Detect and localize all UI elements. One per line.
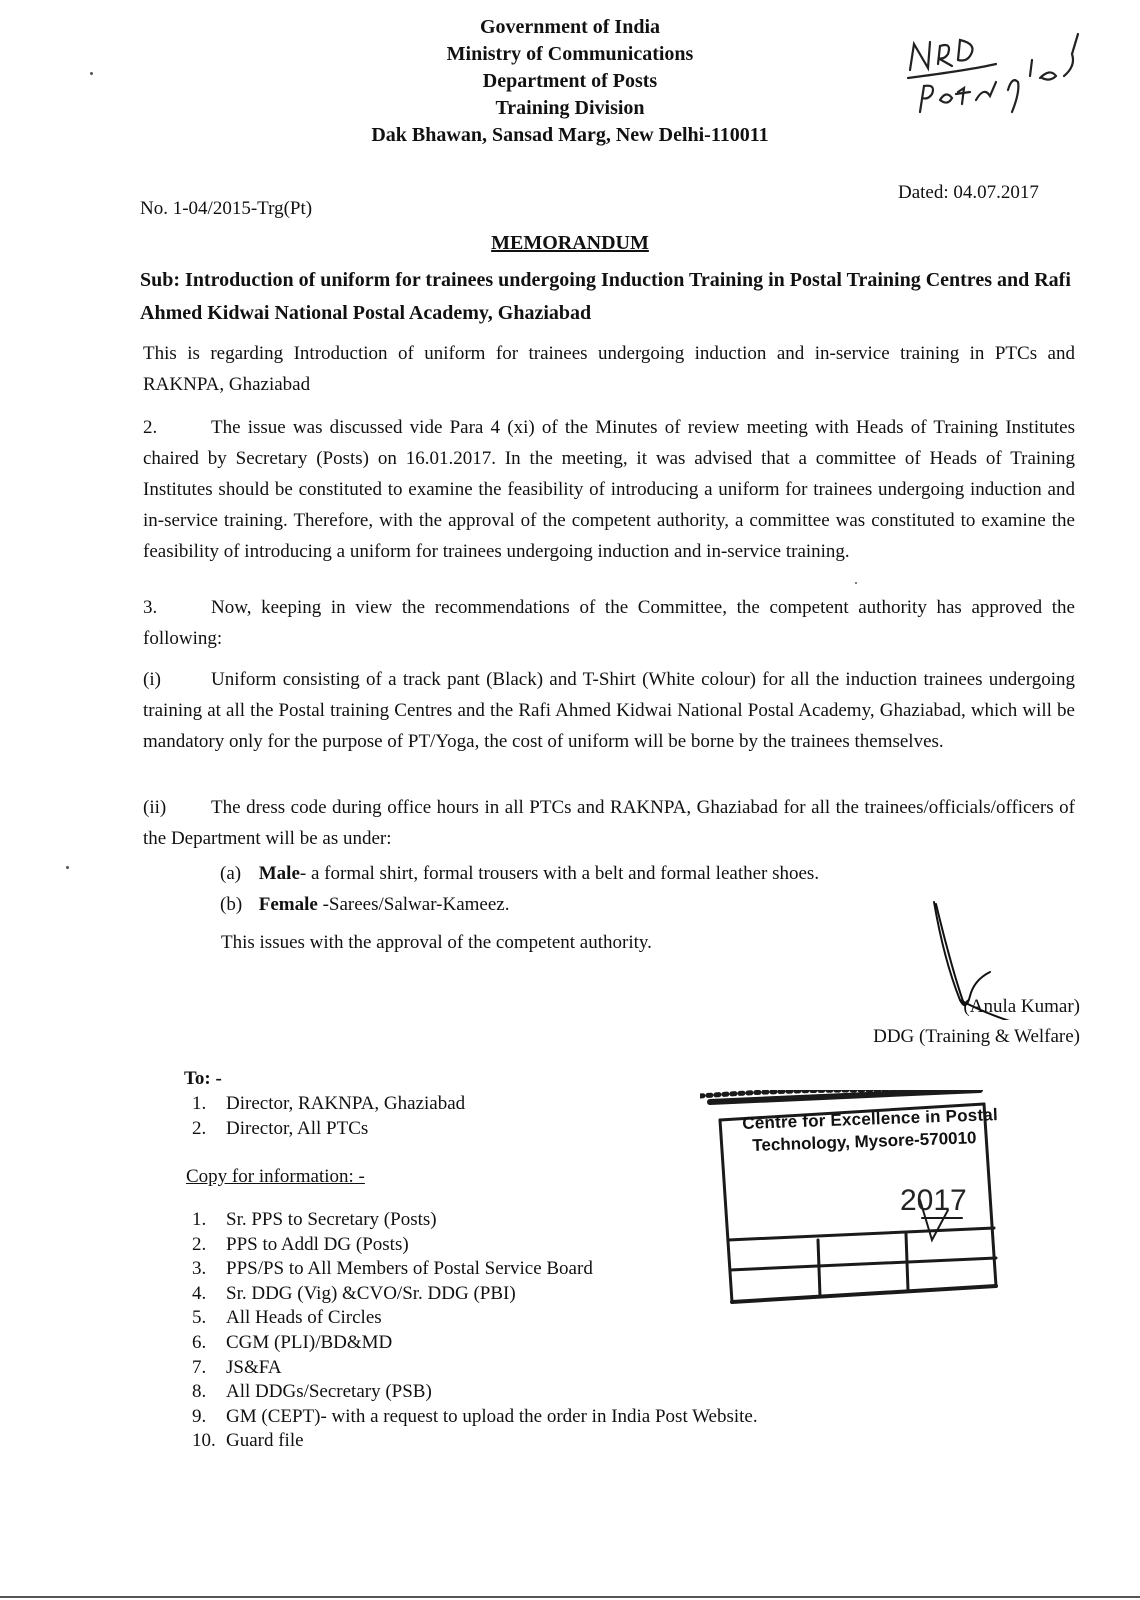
item-text: Uniform consisting of a track pant (Black) and T-Shirt (White colour) for all the induction trainees undergoing training at all the Postal training Centres and the Rafi Ahmed Kidwai National Postal Academy, Ghaziabad, which will be mandatory only for the purpose of PT/Yoga, the cost of uniform will be borne by the trainees themselves. xyxy=(143,669,1075,752)
letterhead-line-1: Government of India xyxy=(480,16,660,38)
dress-code-text: -Sarees/Salwar-Kameez. xyxy=(317,894,510,915)
handwritten-note-icon xyxy=(900,20,1090,130)
dress-code-gender: Female xyxy=(258,894,318,915)
dress-code-label: (b) xyxy=(220,894,243,915)
signatory-designation: DDG (Training & Welfare) xyxy=(873,1026,1080,1047)
list-item: 1. Director, RAKNPA, Ghaziabad xyxy=(192,1093,466,1114)
paragraph-text: Now, keeping in view the recommendations of the Committee, the competent authority has approved the following: xyxy=(143,597,1075,649)
memo-title: MEMORANDUM xyxy=(491,232,649,254)
list-item: 2. PPS to Addl DG (Posts) xyxy=(192,1233,409,1255)
list-item: 4. Sr. DDG (Vig) &CVO/Sr. DDG (PBI) xyxy=(192,1282,516,1304)
list-item: 5. All Heads of Circles xyxy=(192,1307,382,1329)
paragraph-number: 2. xyxy=(143,417,158,438)
subject-line: Sub: Introduction of uniform for trainees undergoing Induction Training in Postal Training Centres and Rafi Ahmed Kidwai National Postal Academy, Ghaziabad xyxy=(140,269,1071,324)
paragraph-3 xyxy=(143,592,1075,654)
approval-line: This issues with the approval of the competent authority. xyxy=(221,932,652,953)
paragraph-number: 3. xyxy=(143,597,158,618)
reference-number: No. 1-04/2015-Trg(Pt) xyxy=(140,198,313,219)
letterhead-line-2: Ministry of Communications xyxy=(446,43,694,65)
item-number: (ii) xyxy=(143,797,167,818)
item-ii xyxy=(143,792,1075,854)
dress-code-female xyxy=(220,889,819,920)
list-item: 3. PPS/PS to All Members of Postal Service Board xyxy=(192,1258,593,1280)
intro-paragraph: This is regarding Introduction of uniform for trainees undergoing induction and in-service training in PTCs and RAKNPA, Ghaziabad xyxy=(143,343,1075,395)
signatory-name: (Anula Kumar) xyxy=(963,996,1080,1017)
item-i xyxy=(143,664,1075,757)
dress-code-label: (a) xyxy=(220,863,242,884)
item-text: The dress code during office hours in all PTCs and RAKNPA, Ghaziabad for all the trainees/officials/officers of the Department will be as under: xyxy=(143,797,1075,849)
scan-speck xyxy=(66,866,69,869)
date-line: Dated: 04.07.2017 xyxy=(898,182,1039,203)
letterhead-line-5: Dak Bhawan, Sansad Marg, New Delhi-110011 xyxy=(371,124,769,146)
list-item: 1. Sr. PPS to Secretary (Posts) xyxy=(192,1209,437,1230)
copy-list xyxy=(192,1208,758,1454)
to-label: To: - xyxy=(184,1068,222,1089)
paragraph-2 xyxy=(143,412,1075,567)
stamp-line-1: Centre for Excellence in Postal xyxy=(742,1105,999,1133)
dress-code-text: - a formal shirt, formal trousers with a belt and formal leather shoes. xyxy=(299,863,820,884)
list-item: 2. Director, All PTCs xyxy=(192,1117,369,1139)
dress-code-list xyxy=(220,858,819,920)
dress-code-gender: Male xyxy=(258,863,300,884)
scan-speck xyxy=(90,72,93,75)
scan-speck xyxy=(855,582,857,584)
list-item: 10. Guard file xyxy=(192,1430,304,1452)
to-list xyxy=(192,1092,465,1141)
list-item: 7. JS&FA xyxy=(192,1356,282,1378)
list-item: 9. GM (CEPT)- with a request to upload the order in India Post Website. xyxy=(192,1405,758,1427)
letterhead-line-3: Department of Posts xyxy=(482,70,658,92)
item-number: (i) xyxy=(143,669,161,690)
list-item: 8. All DDGs/Secretary (PSB) xyxy=(192,1381,432,1403)
scan-bottom-edge xyxy=(0,1596,1140,1598)
stamp-year: 2017 xyxy=(900,1184,967,1217)
stamp-line-2: Technology, Mysore-570010 xyxy=(752,1128,977,1155)
copy-label: Copy for information: - xyxy=(186,1166,365,1187)
letterhead-line-4: Training Division xyxy=(495,97,645,119)
paragraph-text: The issue was discussed vide Para 4 (xi) of the Minutes of review meeting with Heads of Training Institutes chaired by Secretary (Posts) on 16.01.2017. In the meeting, it was advised that a committee of Heads of Training Institutes should be constituted to examine the feasibility of introducing a uniform for trainees undergoing induction and in-service training. Therefore, with the approval of the competent authority, a committee was constituted to examine the feasibility of introducing a uniform for trainees undergoing induction and in-service training. xyxy=(143,417,1075,562)
dress-code-male xyxy=(220,858,819,889)
list-item: 6. CGM (PLI)/BD&MD xyxy=(192,1331,393,1353)
